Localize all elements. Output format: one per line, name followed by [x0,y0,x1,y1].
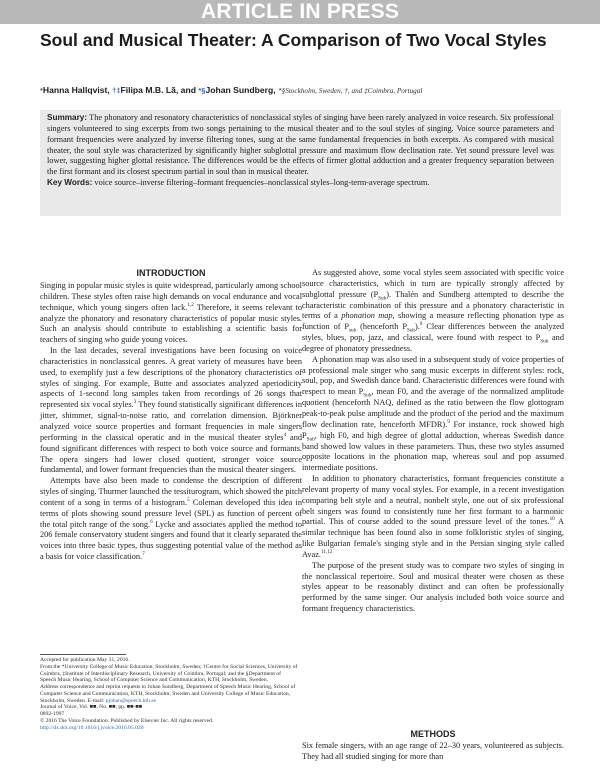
intro-p3-text-b: Coleman developed this idea in terms of plots showing sound pressure level (SPL) as function of percent of the total pitch range of the song. [40,497,302,529]
r-p1-d: (henceforth P [356,322,407,332]
intro-p2-text-c: and found significant differences with respect to both voice source and formants. The opera singers had lower closed quotient, stronger voice source fundamental, and lower formant frequencies than the musical theater singers. [40,432,302,475]
author1-name: Hanna Hallqvist, [42,85,110,95]
banner-text: ARTICLE IN PRESS [200,0,400,23]
methods-paragraph: Six female singers, with an age range of 22–30 years, volunteered as subjects. They had all studied singing for more than [302,741,564,761]
author-affiliations: *§Stockholm, Sweden, †, and ‡Coimbra, Portugal [278,87,423,95]
footnotes [40,657,298,731]
author3-name: Johan Sundberg, [205,85,276,95]
subscript: Sub [540,338,549,345]
intro-paragraph-3 [40,476,302,563]
doi-link[interactable]: http://dx.doi.org/10.1016/j.jvoice.2016.05.020 [40,724,144,731]
summary-text: The phonatory and resonatory characteristics of nonclassical styles of singing have been rarely analyzed in voice research. Six professional singers volunteered to sing excerpts from two songs pertaining to the musical theater and to the soul styles of singing. Voice source parameters and formant frequencies were analyzed by inverse filtering tones, sung at the same fundamental frequencies in both excerpts. As compared with musical theater, the soul style was characterized by significantly higher subglottal pressure and maximum flow declination rate. Yet sound pressure level was lower, suggesting higher glottal resistance. The differences would be the effects of firmer glottal adduction and a greater frequency separation between the first formant and its closest spectrum partial in soul than in musical theater. [47,113,554,177]
intro-p1-text-a: Singing in popular music styles is quite widespread, particularly among school children. These styles often raise high demands on vocal endurance and vocal technique, which young singers often lack. [40,281,302,312]
keywords-label: Key Words: [47,178,93,188]
citation: 8 [419,321,423,328]
abstract-box [40,110,561,216]
r-p2-d: , high F0, and high degree of glottal adduction, whereas Swedish dance band showed low values in these parameters. Thus, these two styles assumed opposite locations in the phonation map, whereas soul and pop assumed intermediate positions. [302,430,564,473]
accepted-date: Accepted for publication May 31, 2016. [40,657,130,663]
citation: 9 [447,419,450,426]
author-line [40,85,580,97]
author3-symbol: *§ [198,86,206,95]
r-p2-b: , mean F0, and the average of the normalized amplitude quotient (henceforth NAQ, defined as the ratio between the flow glottogram peak-to-peak pulse amplitude and the product of the period and the maximum flow declination rate, henceforth MFDR). [302,387,564,429]
methods-heading: METHODS [410,729,456,739]
citation: 7 [142,551,145,558]
subscript: Sub [363,392,372,399]
subscript: Sub [306,436,315,443]
email-link[interactable]: pjohan@speech.kth.se [105,697,156,704]
correspondence-text: Address correspondence and reprint requests to Johan Sundberg, Department of Speech Music Hearing, School of Computer Science and Communication, KTH, Stockholm, Sweden and University College of Music Education, Stockholm, Sweden. E-mail: [40,684,296,704]
intro-p3-text-a: Attempts have also been made to condense the description of different styles of singing. Thurmer launched the tessiturogram, which showed the pitch content of a song in terms of a histogram. [40,476,302,507]
citation: 11,12 [320,549,333,556]
left-column [40,281,302,563]
journal-info: Journal of Voice, Vol. ■■, No. ■■, pp. ■■-■■ [40,704,143,711]
intro-p2-text-b: They found statistically significant differences in jitter, shimmer, signal-to-noise ratio, and correlation dimension. Björkner analyzed voice source properties and formant frequencies in male singers performing in the classical operatic and in the musical theater styles [40,400,302,442]
copyright: © 2016 The Voice Foundation. Published by Elsevier Inc. All rights reserved. [40,717,214,724]
affiliations-note: From the *University College of Music Education, Stockholm, Sweden; †Centre for Social Sciences, University of Coimbra, ‡Institute of Interdisciplinary Research, University of Coimbra, Portugal; and the §Department of Speech Music Hearing, School of Computer Science and Communication, KTH, Stockholm, Sweden. [40,663,298,684]
author1-symbol: * [40,86,43,95]
right-paragraph-3 [302,474,564,561]
r-p1-a: As suggested above, some vocal styles seem associated with specific voice source characteristics, which in turn are typically strongly affected by subglottal pressure (P [302,268,564,299]
r-p1-b: ). Thalén and Sundberg attempted to describe the characteristic combination of this pressure and a phonatory characteristic in terms of a [302,289,564,321]
citation: 10 [549,516,555,523]
subscript: Sub [378,295,387,302]
r-p1-c: , showing a measure reflecting phonation type as function of P [302,311,565,332]
summary-label: Summary: [47,113,88,122]
citation: 1,2 [187,301,194,308]
footnote-divider [40,654,126,655]
citation: 5 [187,497,190,504]
subscript: sub [349,327,357,334]
citation: 4 [283,432,287,439]
introduction-heading: INTRODUCTION [136,268,206,278]
intro-p2-text-a: In the last decades, several investigations have been focusing on voice characteristics in nonclassical genres. A great variety of measures have been used, to exemplify just a few descriptions of the phonatory characteristics of styles of singing. For example, Butte and associates analyzed aperiodicity aspects of 1-second long samples taken from recordings of 26 songs that represented six vocal styles. [40,346,302,410]
r-p3-b: A similar technique has been found also in some folkloristic styles of singing, like Bulgarian female's singing style and in the Persian singing style called Avaz. [302,517,565,559]
r-p1-f: Clear differences between the analyzed styles, blues, pop, jazz, and classical, were found with respect to P [302,322,565,343]
intro-p1-text-b: Therefore, it seems relevant to analyze the phonatory and resonatory characteristics of popular music styles. Such an analysis should contribute to establishing a scientific basis for teachers of singing who guide young voices. [40,302,302,345]
r-p3-a: In addition to phonatory characteristics, formant frequencies constitute a relevant property of many vocal styles. For example, in a recent investigation comparing belt style and a neutral, nonbelt style, one out of six professional belt singers was found to consistently tune her first formant to a harmonic partial. This of course added to the sound pressure level of the tones. [302,474,564,527]
r-p2-a: A phonation map was also used in a subsequent study of voice properties of a professional male singer who sang music excerpts in different styles: rock, soul, pop, and Swedish dance band. Characteristic differences were found with respect to mean P [302,354,564,397]
abstract-keywords [47,178,554,189]
phonation-map-term: phonation map [341,311,393,321]
intro-p3-text-c: Lycke and associates applied the method to 206 female conservatory student singers and found that it clearly separated the voices into three basic types, thus suggesting potential value of the method as a basis for voice classification. [40,519,303,562]
citation: 6 [150,518,153,525]
r-p1-g: and degree of phonatory pressedness. [302,333,564,353]
author2-name: Filipa M.B. Lã, and [120,85,196,95]
right-paragraph-1 [302,268,564,355]
citation: 3 [133,399,137,406]
right-column [302,268,564,615]
subscript: Sub [406,327,416,334]
keywords-text: voice source–inverse filtering–formant frequencies–nonclassical styles–long-term-average spectrum. [94,178,430,188]
author2-symbol: †‡ [112,86,121,95]
correspondence-note [40,684,298,704]
article-in-press-banner [0,0,600,24]
intro-paragraph-1 [40,281,302,346]
right-paragraph-2 [302,355,564,474]
r-p1-e: ). [415,322,420,332]
abstract-summary [47,113,554,178]
intro-paragraph-2 [40,346,302,476]
right-paragraph-4: The purpose of the present study was to compare two styles of singing in the nonclassical repertoire. Soul and musical theater were chosen as these styles appear to be reasonably distinct and can often be professionally performed by the same singer. Our analysis included both voice source and formant frequency characteristics. [302,560,564,614]
r-p2-c: For instance, rock showed high P [302,419,565,440]
issn: 0892-1997 [40,711,65,717]
article-title: Soul and Musical Theater: A Comparison of Two Vocal Styles [40,30,547,50]
